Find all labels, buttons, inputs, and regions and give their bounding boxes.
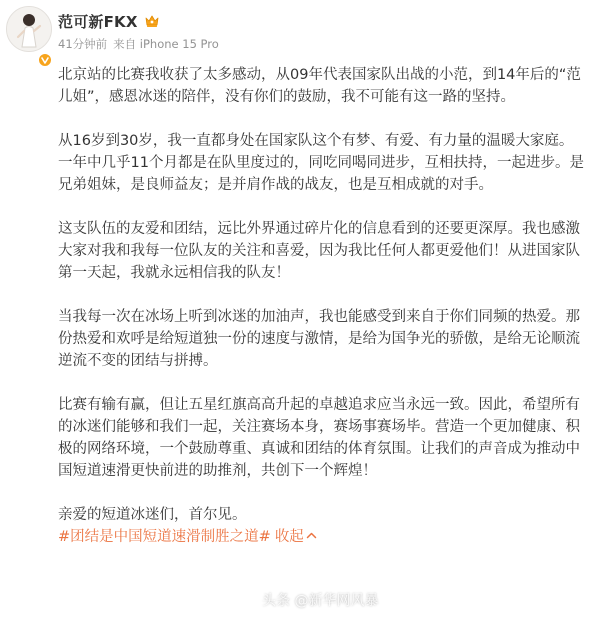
collapse-button[interactable]	[275, 529, 317, 545]
username[interactable]: 范可新FKX	[58, 12, 138, 31]
post-meta	[58, 36, 219, 52]
hashtag-link[interactable]: #团结是中国短道速滑制胜之道#	[58, 529, 271, 545]
post-paragraph-1: 北京站的比赛我收获了太多感动，从09年代表国家队出战的小范，到14年后的“范儿姐”，感恩冰迷的陪伴，没有你们的鼓励，我不可能有这一路的坚持。	[58, 67, 581, 105]
post-closing: 亲爱的短道冰迷们，首尔见。	[58, 507, 247, 523]
username-row	[58, 10, 160, 32]
post-footer-line	[58, 526, 584, 548]
collapse-label: 收起	[274, 529, 304, 545]
post-paragraph-2: 从16岁到30岁，我一直都身处在国家队这个有梦、有爱、有力量的温暖大家庭。一年中几乎11个月都是在队里度过的，同吃同喝同进步，互相扶持，一起进步。是兄弟姐妹，是良师益友；是并肩作战的战友，也是互相成就的对手。	[58, 133, 584, 193]
post-paragraph-3: 这支队伍的友爱和团结，远比外界通过碎片化的信息看到的还要更深厚。我也感激大家对我和我每一位队友的关注和喜爱，因为我比任何人都更爱他们！从进国家队第一天起，我就永远相信我的队友！	[58, 221, 580, 281]
crown-icon[interactable]	[144, 13, 160, 29]
post-source: 来自 iPhone 15 Pro	[113, 37, 219, 51]
post-header	[6, 6, 586, 62]
post-content	[58, 64, 584, 548]
chevron-up-icon	[306, 530, 317, 541]
avatar-photo	[7, 7, 51, 51]
post-time[interactable]: 41分钟前	[58, 37, 108, 51]
avatar[interactable]	[6, 6, 52, 52]
post-closing-block	[58, 504, 584, 548]
post-paragraph-4: 当我每一次在冰场上听到冰迷的加油声，我也能感受到来自于你们同频的热爱。那份热爱和欢呼是给短道独一份的速度与激情，是给为国争光的骄傲，是给无论顺流逆流不变的团结与拼搏。	[58, 309, 580, 369]
post-paragraph-5: 比赛有输有赢，但让五星红旗高高升起的卓越追求应当永远一致。因此，希望所有的冰迷们能够和我们一起，关注赛场本身，赛场事赛场毕。营造一个更加健康、积极的网络环境，一个鼓励尊重、真诚和团结的体育氛围。让我们的声音成为推动中国短道速滑更快前进的助推剂，共创下一个辉煌！	[58, 397, 580, 479]
verified-badge-icon	[38, 53, 52, 67]
watermark: 头条 @新华网风暴	[262, 593, 379, 609]
